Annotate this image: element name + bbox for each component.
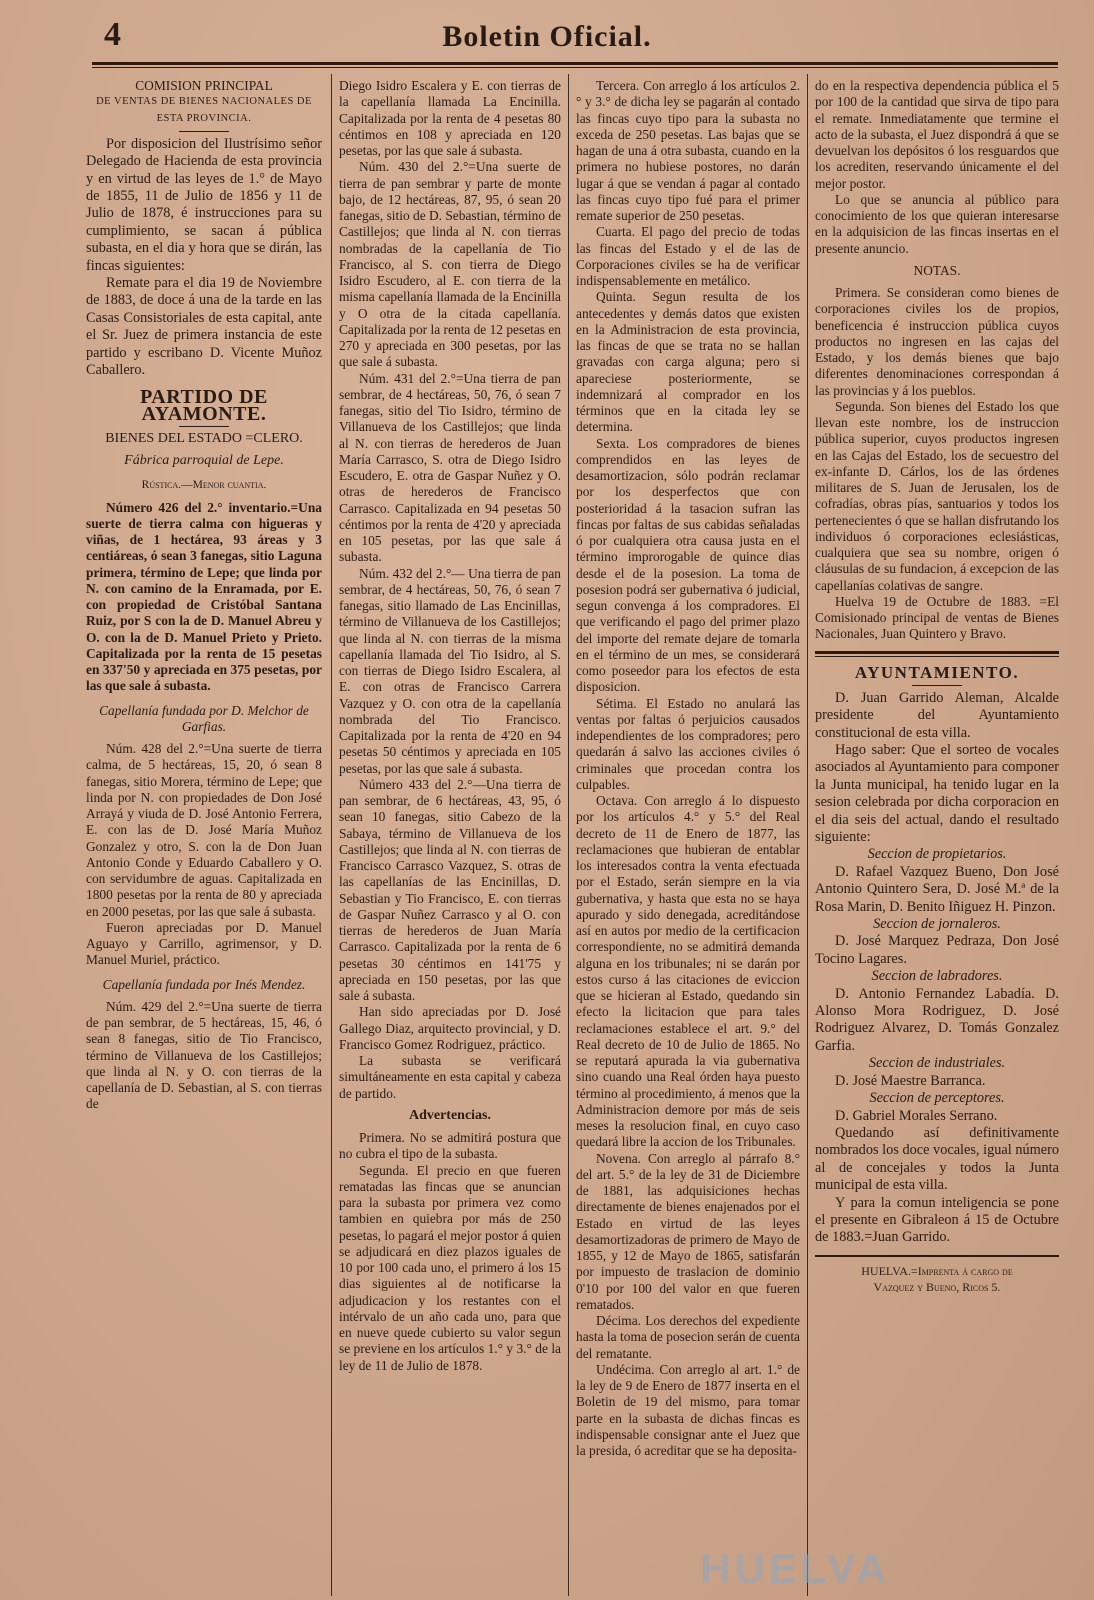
short-rule: [179, 131, 229, 132]
capellania-garfias-heading: Capellanía fundada por D. Melchor de Garfias.: [99, 702, 309, 734]
column-divider-1: [331, 74, 332, 1596]
bienes-heading: BIENES DEL ESTADO =CLERO.: [105, 430, 303, 446]
partido-heading: PARTIDO DE AYAMONTE.: [140, 386, 268, 425]
lot-433: Número 433 del 2.°—Una tierra de pan sembrar, de 6 hectáreas, 43, 95, ó sean 10 fanegas, sitio Cabezo de la Sabaya, término de Villanueva de los Castillejos; que linda al N. con tierras de Francisco Carrasco Vazquez, S. otras de las capellanías de las Encinillas, D. Sebastian y Tio Francisco, E. con tierras de Gaspar Nuñez Carrasco y al O. con tierras de herederos de Juan María Carrasco. Capitalizada por la renta de 6 pesetas 30 céntimos en 141'75 y apreciada en 150 pesetas, por las que sale á subasta.: [339, 776, 561, 1003]
lot-431: Núm. 431 del 2.°=Una tierra de pan sembrar, de 4 hectáreas, 50, 76, ó sean 7 fanegas, sitio del Tio Isidro, término de Villanueva de los Castillejos; que linda al N. con tierras de herederos de Juan María Carrasco, S. otra de Diego Isidro Escudero, E. otra de Gaspar Nuñez y O. otras de herederos de Francisco Carrasco. Capitalizada en 94 pesetas 50 céntimos por la renta de 4'20 y apreciada en 105 pesetas, por las que sale á subasta.: [339, 370, 561, 565]
propietarios-names: D. Rafael Vazquez Bueno, Don José Antonio Quintero Sera, D. José M.ª de la Rosa Marin, D. Benito Iñiguez H. Pinzon.: [815, 863, 1059, 915]
imprint-line-2: Vazquez y Bueno, Ricos 5.: [873, 1280, 1001, 1294]
perceptores-names: D. Gabriel Morales Serrano.: [835, 1107, 998, 1124]
org-title: COMISION PRINCIPAL: [135, 78, 273, 93]
archive-watermark: HUELVA: [700, 1545, 891, 1592]
imprint-line-1: HUELVA.=Imprenta á cargo de: [861, 1263, 1013, 1278]
advertencia-octava: Octava. Con arreglo á lo dispuesto por los artículos 4.° y 5.° del Real decreto de 11 de Enero de 1877, las reclamaciones que hubieran de entablar los interesados contra la venta efectuada por el Estado, serán siempre en la via gubernativa, y hasta que esta no se haya apurado y sido denegada, acreditándose así en autos por medio de la certificacion correspondiente, no se admitirá demanda alguna en los tribunales; ni se darán por estos curso á las citaciones de eviccion que se hicieran al Estado, quedando sin efecto la licitacion que para tales reclamaciones establece el art. 9.° del Real decreto de 10 de Julio de 1865. No se reputará apurada la via gubernativa sino cuando una Real órden haya puesto término al procedimiento, á menos que la Administracion demore por más de seis meses la resolucion final, en cuyo caso quedará libre la accion de los Tribunales.: [576, 793, 800, 1150]
alcalde-line: D. Juan Garrido Aleman, Alcalde presidente del Ayuntamiento constitucional de esta villa.: [815, 689, 1059, 741]
advertencia-decima: Décima. Los derechos del expediente hasta la toma de posecion serán de cuenta del rematante.: [576, 1313, 800, 1361]
simultaneous-auction: La subasta se verificará simultáneamente en esta capital y cabeza de partido.: [339, 1053, 561, 1101]
labradores-names: D. Antonio Fernandez Labadía. D. Alonso Mora Rodriguez, D. José Rodriguez Alvarez, D. Tomás Gonzalez Garfia.: [815, 985, 1059, 1054]
signature-date: Huelva 19 de Octubre de 1883. =El Comisionado principal de ventas de Bienes Nacionales, Juan Quintero y Bravo.: [815, 593, 1059, 642]
industriales-names: D. José Maestre Barranca.: [835, 1072, 986, 1089]
seccion-perceptores: Seccion de perceptores.: [869, 1090, 1005, 1107]
header-rule: [92, 62, 1058, 65]
section-rule-thin: [815, 656, 1059, 657]
ayuntamiento-heading: AYUNTAMIENTO.: [854, 662, 1020, 682]
column-divider-3: [807, 74, 808, 1596]
advertencia-sexta: Sexta. Los compradores de bienes comprendidos en las leyes de desamortizacion, sólo podrán reclamar por los desperfectos que con posterioridad á la tasacion sufran las fincas por faltas de sus cabidas señaladas ó por cualquiera otra causa justa en el término improrogable de quince dias desde el de la posesion. La toma de posesion podrá ser gubernativa ó judicial, segun convenga á los compradores. El que verificando el pago del primer plazo del importe del remate dejare de tomarla en el término de un mes, se considerará como poseedor para los efectos de esta disposicion.: [576, 435, 800, 695]
lot-429: Núm. 429 del 2.°=Una suerte de tierra de pan sembrar, de 5 hectáreas, 15, 46, ó sean 8 fanegas, sitio de Tio Francisco, término de Villanueva de los Castillejos; que linda al N. y O. con tierras de la capellanía de D. Sebastian, al S. con tierras de: [86, 998, 322, 1112]
column-3: [576, 78, 800, 1459]
lot-432: Núm. 432 del 2.°— Una tierra de pan sembrar, de 4 hectáreas, 50, 76, ó sean 7 fanegas, sitio llamado de Las Encinillas, término de Villanueva de los Castillejos; que linda al N. con tierras de la misma capellanía llamada del Tio Isidro, al S. con tierras de Diego Isidro Escalera, al E. con otras de Francisco Carrera Vazquez y O. con otra de la capellanía nombrada del Tio Francisco. Capitalizada por la renta de 4'20 en 94 pesetas 50 céntimos y apreciada en 105 pesetas, por las que sale á subasta.: [339, 565, 561, 776]
nota-primera: Primera. Se consideran como bienes de corporaciones civiles los de propios, beneficencia é instruccion pública cuyos productos no ingresen en las cajas del Estado, y los demás bienes que bajo diferentes denominaciones correspondan á las provincias y á los pueblos.: [815, 285, 1059, 398]
advertencia-quinta: Quinta. Segun resulta de los antecedentes y demás datos que existen en la Administracion de esta provincia, las fincas de que se trata no se hallan gravadas con carga alguna; pero si apareciese posteriormente, se indemnizará al comprador en los términos que en la citada ley se determina.: [576, 289, 800, 435]
seccion-labradores: Seccion de labradores.: [871, 968, 1003, 985]
newspaper-title: Boletin Oficial.: [442, 20, 652, 53]
capellania-mendez-heading: Capellanía fundada por Inés Mendez.: [102, 976, 306, 992]
advertencia-undecima: Undécima. Con arreglo al art. 1.° de la ley de 9 de Enero de 1877 inserta en el Boletin de 19 del mismo, para tomar parte en la subasta de dichas fincas es indispensable consignar ante el Juez que la presida, ó acreditar que se ha deposita-: [576, 1361, 800, 1458]
hago-saber: Hago saber: Que el sorteo de vocales asociados al Ayuntamiento para componer la Junta municipal, ha tenido lugar en la sesion celebrada por dicha corporacion en el dia seis del actual, dando el resultado siguiente:: [815, 741, 1059, 845]
appraisers-2: Han sido apreciadas por D. José Gallego Diaz, arquitecto provincial, y D. Francisco Gomez Rodriguez, práctico.: [339, 1004, 561, 1052]
appraisers-1: Fueron apreciadas por D. Manuel Aguayo y Carrillo, agrimensor, y D. Manuel Muriel, práctico.: [86, 919, 322, 968]
seccion-propietarios: Seccion de propietarios.: [867, 846, 1007, 863]
quedando-paragraph: Quedando así definitivamente nombrados los doce vocales, igual número al de concejales y todos la Junta municipal de esta villa.: [815, 1124, 1059, 1194]
rustica-heading: Rústica.—Menor cuantia.: [141, 479, 267, 492]
column-1: [86, 78, 322, 1113]
advertencia-setima: Sétima. El Estado no anulará las ventas por faltas ó perjuicios causados independientes de los compradores; pero quedarán á salvo las acciones civiles ó criminales que procedan contra los culpables.: [576, 695, 800, 792]
advertencia-primera: Primera. No se admitirá postura que no cubra el tipo de la subasta.: [339, 1130, 561, 1162]
section-rule-thick: [815, 651, 1059, 654]
column-divider-2: [568, 74, 569, 1596]
advertencia-novena: Novena. Con arreglo al párrafo 8.° del art. 5.° de la ley de 31 de Diciembre de 1881, las adquisiciones hechas directamente de bienes enajenados por el Estado en virtud de las leyes desamortizadoras de primero de Mayo de 1855, y 12 de Mayo de 1865, satisfarán por impuesto de traslacion de dominio 0'10 por 100 del valor en que fueren rematados.: [576, 1150, 800, 1312]
column-2: [339, 78, 561, 1374]
org-subtitle-2: ESTA PROVINCIA.: [156, 112, 252, 124]
notas-heading: NOTAS.: [913, 262, 961, 278]
page-header: [0, 14, 1094, 58]
announcement-note: Lo que se anuncia al público para conocimiento de los que quieran interesarse en la adquisicion de las fincas insertas en el presente anuncio.: [815, 191, 1059, 256]
org-subtitle-1: DE VENTAS DE BIENES NACIONALES DE: [96, 96, 312, 108]
advertencia-segunda: Segunda. El precio en que fueren rematadas las fincas que se anuncian para la subasta por primera vez como tambien en quiebra por más de 250 pesetas, lo pagará el mejor postor á quien se adjudicará en diez plazos iguales de 10 por 100 cada uno, el primero á los 15 dias siguientes al de notificarse la adjudicacion y los restantes con el intérvalo de un año cada uno, para que en nueve quede cubierto su valor segun se previene en los artículos 1.° y 3.° de la ley de 11 de Julio de 1878.: [339, 1162, 561, 1373]
intro-paragraph: Por disposicion del Ilustrísimo señor Delegado de Hacienda de esta provincia y en virtud de las leyes de 1.° de Mayo de 1855, 11 de Julio de 1856 y 11 de Julio de 1878, é instrucciones para su cumplimiento, se sacan á pública subasta, en el dia y hora que se dirán, las fincas siguientes:: [86, 135, 322, 274]
lot-430: Núm. 430 del 2.°=Una suerte de tierra de pan sembrar y parte de monte bajo, de 12 hectáreas, 87, 95, ó sean 20 fanegas, sitio de D. Sebastian, término de Castillejos; que linda al N. con tierras nombradas de la capellanía de Tio Francisco, al S. con tierra de Diego Isidro Escudero, al E. con tierra de la misma capellanía llamada de la Encinilla y O otra de la citada capellanía. Capitalizada por la renta de 12 pesetas en 270 y apreciada en 300 pesetas, por las que sale á subasta.: [339, 159, 562, 370]
undecima-continued: do en la respectiva dependencia pública el 5 por 100 de la cantidad que sirva de tipo para el remate. Inmediatamente que termine el acto de la subasta, el Juez dispondrá á que se devuelvan los depósitos ó los resguardos que los acrediten, reservando únicamente el del mejor postor.: [815, 78, 1059, 191]
advertencias-heading: Advertencias.: [408, 1107, 492, 1123]
lot-428: Núm. 428 del 2.°=Una suerte de tierra calma, de 5 hectáreas, 15, 20, ó sean 8 fanegas, sitio Morera, término de Lepe; que linda por N. con propiedades de Don José Arrayá y viuda de D. José Antonio Ferrera, E. con las de D. José María Muñoz Gonzalez y otro, S. con la de Don Juan Antonio Conde y Eduardo Caballero y O. con servidumbre de aguas. Capitalizada en 1800 pesetas por la renta de 80 y apreciada en 2000 pesetas, por las que sale á subasta.: [86, 741, 322, 919]
short-rule-2: [179, 426, 229, 427]
lot-426: Número 426 del 2.° inventario.=Una suerte de tierra calma con higueras y viñas, de 1 hectárea, 93 áreas y 3 centiáreas, ó sean 3 fanegas, sitio Laguna primera, término de Lepe; que linda por N. con camino de la Enramada, por E. con propiedad de Cristóbal Santana Ruiz, por S con la de D. Manuel Abreu y O. con la de D. Manuel Prieto y Prieto. Capitalizada por la renta de 15 pesetas en 337'50 y apreciada en 375 pesetas, por las que sale á subasta.: [86, 499, 322, 694]
fabrica-heading: Fábrica parroquial de Lepe.: [124, 453, 284, 469]
remate-paragraph: Remate para el dia 19 de Noviembre de 1883, de doce á una de la tarde en las Casas Consistoriales de esta capital, ante el Sr. Juez de primera instancia de este partido y escribano D. Vicente Muñoz Caballero.: [86, 275, 322, 379]
page-number: 4: [104, 16, 121, 53]
advertencia-cuarta: Cuarta. El pago del precio de todas las fincas del Estado y el de las de Corporaciones civiles se ha de verificar indispensablemente en metálico.: [576, 224, 800, 288]
column-4: [815, 78, 1059, 1295]
lot-429-continued: Diego Isidro Escalera y E. con tierras de la capellanía llamada La Encinilla. Capitalizada por la renta de 4 pesetas 80 céntimos en 108 y apreciada en 120 pesetas, por las que sale á subasta.: [339, 78, 561, 158]
advertencia-tercera: Tercera. Con arreglo á los artículos 2.° y 3.° de dicha ley se pagarán al contado las fincas cuyo tipo para la subasta no exceda de 250 pesetas. Las bajas que se hagan de una á otra subasta, cuando en la primera no hubiese postores, no darán lugar á que se vendan á pagar al contado las fincas cuyo tipo fué para el primer remate superior de 250 pesetas.: [576, 78, 800, 223]
jornaleros-names: D. José Marquez Pedraza, Don José Tocino Lagares.: [815, 933, 1059, 967]
seccion-industriales: Seccion de industriales.: [868, 1055, 1006, 1072]
seccion-jornaleros: Seccion de jornaleros.: [873, 916, 1001, 933]
comun-paragraph: Y para la comun inteligencia se pone el presente en Gibraleon á 15 de Octubre de 1883.=Juan Garrido.: [815, 1194, 1059, 1246]
nota-segunda: Segunda. Son bienes del Estado los que llevan este nombre, los de instruccion pública superior, cuyos productos ingresen en las Cajas del Estado, los de secuestro del ex-infante D. Cárlos, los de las órdenes militares de S. Juan de Jerusalen, los de cofradías, obras pías, santuarios y todos los pertenecientes ó que se hallan disfrutando los individuos ó corporaciones eclesiásticas, cualquiera que sea su nombre, origen ó cláusulas de su fundacion, á excepcion de las capellanías colativas de sangre.: [815, 398, 1059, 593]
imprint-rule: [815, 1255, 1059, 1257]
short-rule-3: [912, 685, 962, 686]
header-rule-thin: [92, 67, 1058, 68]
